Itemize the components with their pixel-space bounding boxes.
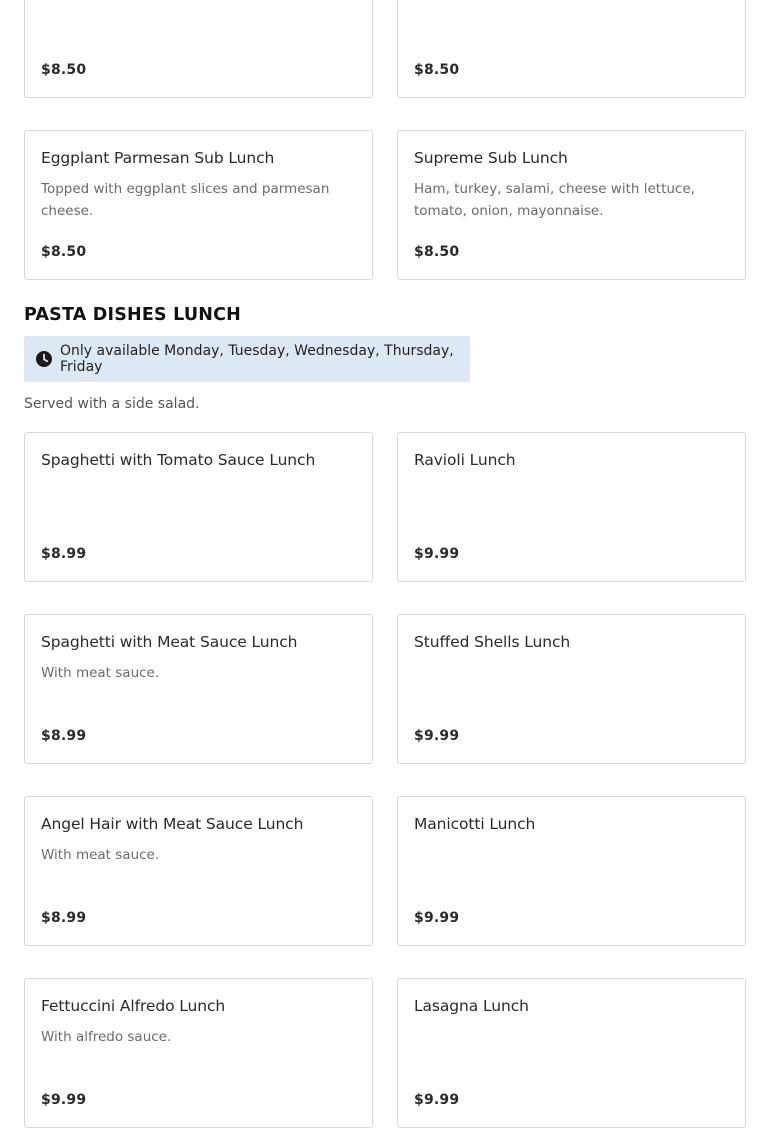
menu-item-card[interactable] [397, 796, 746, 946]
item-price: $8.50 [414, 62, 460, 78]
item-description: Ham, turkey, salami, cheese with lettuce, tomato, onion, mayonnaise. [414, 181, 695, 219]
item-name: Supreme Sub Lunch [414, 149, 568, 167]
menu-item-card[interactable] [24, 130, 373, 280]
availability-text: Only available Monday, Tuesday, Wednesday, Thursday, Friday [60, 343, 454, 375]
menu-item-card[interactable] [397, 978, 746, 1128]
item-price: $9.99 [414, 728, 460, 744]
item-name: Eggplant Parmesan Sub Lunch [41, 149, 275, 167]
item-price: $8.99 [41, 728, 87, 744]
item-name: Ravioli Lunch [414, 451, 516, 469]
availability-banner [24, 336, 470, 382]
item-price: $8.50 [41, 244, 87, 260]
item-price: $8.50 [414, 244, 460, 260]
item-price: $8.99 [41, 546, 87, 562]
item-price: $9.99 [414, 910, 460, 926]
menu-item-card[interactable] [397, 0, 746, 98]
menu-item-card[interactable] [24, 0, 373, 98]
item-name: Fettuccini Alfredo Lunch [41, 997, 226, 1015]
item-name: Manicotti Lunch [414, 815, 536, 833]
item-description: Topped with eggplant slices and parmesan cheese. [41, 181, 330, 219]
item-price: $8.50 [41, 62, 87, 78]
menu-item-card[interactable] [24, 432, 373, 582]
menu-item-card[interactable] [24, 614, 373, 764]
item-price: $9.99 [41, 1092, 87, 1108]
item-price: $8.99 [41, 910, 87, 926]
item-description: With meat sauce. [41, 665, 160, 681]
menu-item-card[interactable] [24, 978, 373, 1128]
item-price: $9.99 [414, 1092, 460, 1108]
menu-item-card[interactable] [24, 796, 373, 946]
section-title: PASTA DISHES LUNCH [24, 305, 241, 325]
clock-icon [36, 351, 52, 367]
menu-item-card[interactable] [397, 614, 746, 764]
item-description: With alfredo sauce. [41, 1029, 172, 1045]
item-name: Stuffed Shells Lunch [414, 633, 571, 651]
item-price: $9.99 [414, 546, 460, 562]
menu-item-card[interactable] [397, 432, 746, 582]
menu-item-card[interactable] [397, 130, 746, 280]
item-name: Spaghetti with Tomato Sauce Lunch [41, 451, 316, 469]
item-name: Spaghetti with Meat Sauce Lunch [41, 633, 298, 651]
section-note: Served with a side salad. [24, 396, 200, 412]
item-description: With meat sauce. [41, 847, 160, 863]
item-name: Lasagna Lunch [414, 997, 529, 1015]
item-name: Angel Hair with Meat Sauce Lunch [41, 815, 304, 833]
